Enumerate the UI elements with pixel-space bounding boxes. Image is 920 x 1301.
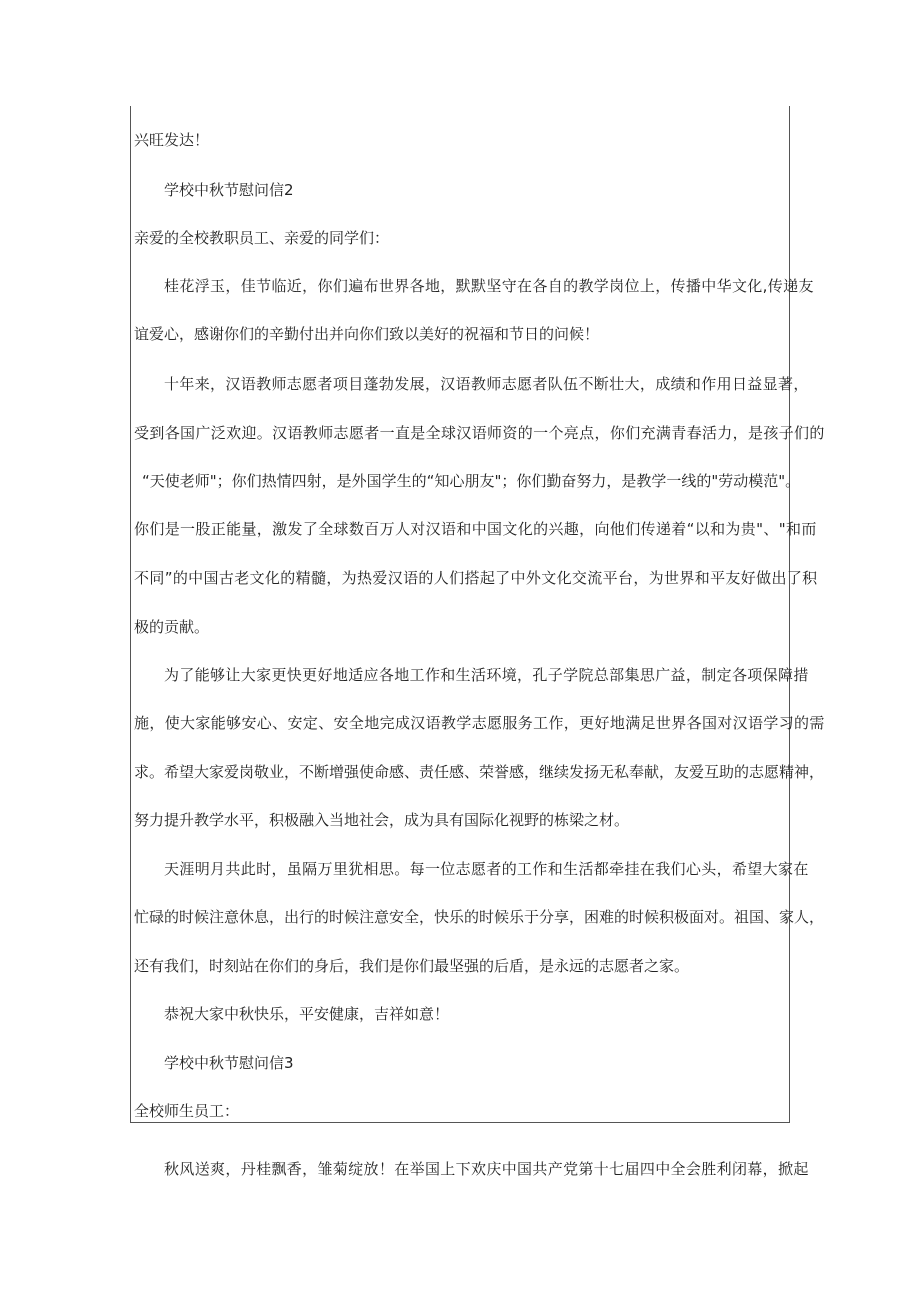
section-heading: 学校中秋节慰问信3 (164, 1054, 294, 1072)
text-line: 你们是一股正能量，激发了全球数百万人对汉语和中国文化的兴趣，向他们传递着“以和为贵"、"和而 (134, 520, 817, 538)
text-line: 努力提升教学水平，积极融入当地社会，成为具有国际化视野的栋梁之材。 (134, 811, 630, 829)
text-line: 谊爱心，感谢你们的辛勤付出并向你们致以美好的祝福和节日的问候！ (134, 325, 600, 343)
text-line: 忙碌的时候注意休息，出行的时候注意安全，快乐的时候乐于分享，困难的时候积极面对。祖国、家人， (134, 908, 825, 926)
section-heading: 学校中秋节慰问信2 (164, 181, 294, 199)
text-line: 兴旺发达！ (134, 131, 210, 149)
text-line: “天使老师"；你们热情四射，是外国学生的“知心朋友"；你们勤奋努力，是教学一线的"劳动模范"。 (142, 472, 801, 490)
text-line: 十年来，汉语教师志愿者项目蓬勃发展，汉语教师志愿者队伍不断壮大，成绩和作用日益显著， (164, 375, 809, 393)
text-line: 受到各国广泛欢迎。汉语教师志愿者一直是全球汉语师资的一个亮点，你们充满青春活力，是孩子们的 (134, 424, 825, 442)
text-line: 还有我们，时刻站在你们的身后，我们是你们最坚强的后盾，是永远的志愿者之家。 (134, 957, 690, 975)
salutation: 亲爱的全校教职员工、亲爱的同学们： (134, 229, 390, 247)
text-line: 极的贡献。 (134, 618, 210, 636)
closing-line: 恭祝大家中秋快乐，平安健康，吉祥如意！ (164, 1005, 450, 1023)
text-line: 施，使大家能够安心、安定、安全地完成汉语教学志愿服务工作，更好地满足世界各国对汉语学习的需 (134, 714, 825, 732)
text-line: 求。希望大家爱岗敬业，不断增强使命感、责任感、荣誉感，继续发扬无私奉献，友爱互助的志愿精神， (134, 763, 825, 781)
salutation: 全校师生员工： (134, 1102, 240, 1120)
text-line: 秋风送爽，丹桂飘香，雏菊绽放！在举国上下欢庆中国共产党第十七届四中全会胜利闭幕，掀起 (164, 1160, 809, 1178)
text-line: 不同”的中国古老文化的精髓，为热爱汉语的人们搭起了中外文化交流平台，为世界和平友好做出了积 (134, 569, 818, 587)
text-line: 天涯明月共此时，虽隔万里犹相思。每一位志愿者的工作和生活都牵挂在我们心头，希望大家在 (164, 860, 809, 878)
text-line: 为了能够让大家更快更好地适应各地工作和生活环境，孔子学院总部集思广益，制定各项保障措 (164, 666, 809, 684)
text-line: 桂花浮玉，佳节临近，你们遍布世界各地，默默坚守在各自的教学岗位上，传播中华文化,传递友 (164, 277, 814, 295)
